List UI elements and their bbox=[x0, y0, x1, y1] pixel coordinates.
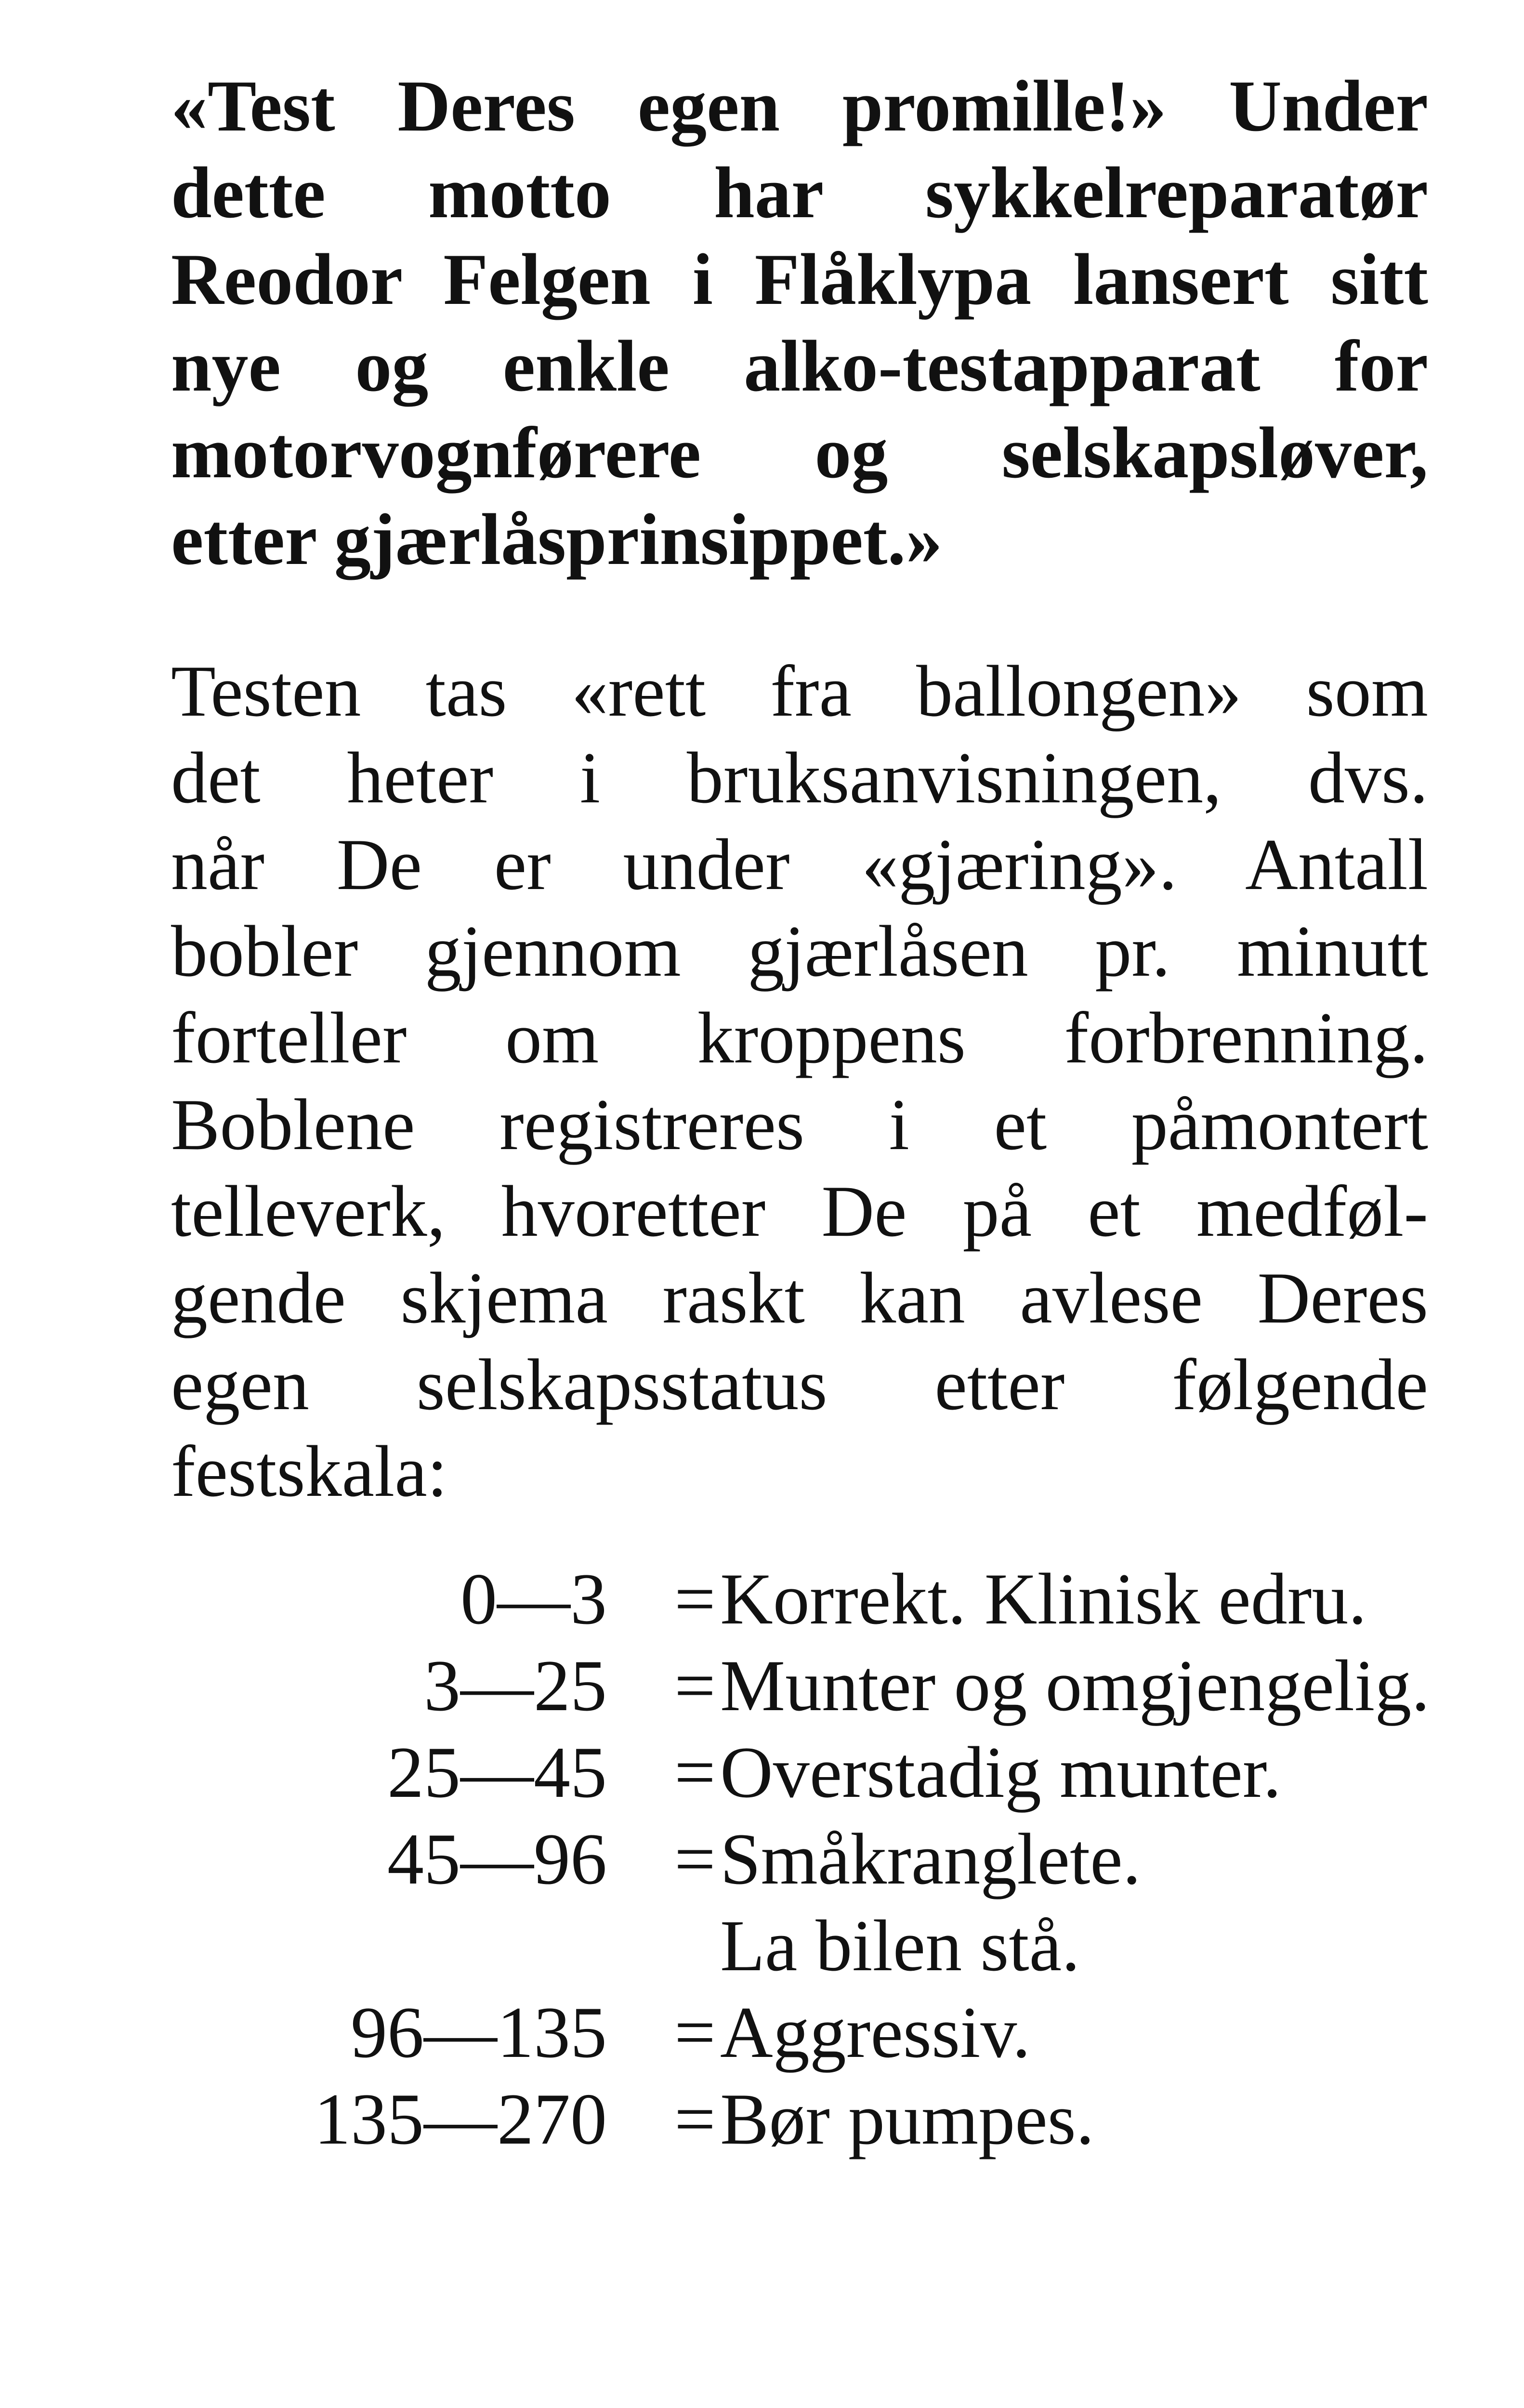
scale-row bbox=[171, 1902, 1428, 1989]
scale-equals: = bbox=[674, 1558, 716, 1639]
scale-equals: = bbox=[674, 1645, 716, 1726]
scale-range: 0—3 bbox=[460, 1558, 607, 1639]
scale-row bbox=[171, 1989, 1428, 2076]
intro-line: etter gjærlåsprinsippet.» bbox=[171, 499, 943, 580]
intro-paragraph bbox=[171, 63, 1428, 583]
intro-line: nye og enkle alko-testapparat for bbox=[171, 326, 1428, 406]
scale-description: Munter og omgjengelig. bbox=[720, 1645, 1430, 1726]
scale-range: 3—25 bbox=[424, 1645, 607, 1726]
scale-description: Korrekt. Klinisk edru. bbox=[720, 1558, 1367, 1639]
scale-description: Bør pumpes. bbox=[720, 2079, 1094, 2159]
body-line: bobler gjennom gjærlåsen pr. minutt bbox=[171, 911, 1428, 992]
body-line: festskala: bbox=[171, 1431, 448, 1512]
body-paragraph bbox=[171, 648, 1428, 1515]
scale-row bbox=[171, 1816, 1428, 1902]
body-line: egen selskapsstatus etter følgende bbox=[171, 1344, 1428, 1425]
intro-line: Reodor Felgen i Flåklypa lansert sitt bbox=[171, 239, 1428, 320]
intro-line: dette motto har sykkelreparatør bbox=[171, 152, 1428, 233]
scale-description: Overstadig munter. bbox=[720, 1732, 1282, 1813]
document-page bbox=[171, 0, 1428, 2408]
scale-description: La bilen stå. bbox=[720, 1905, 1080, 1986]
body-line: Testen tas «rett fra ballongen» som bbox=[171, 651, 1428, 732]
scale-range: 25—45 bbox=[387, 1732, 607, 1813]
scale-range: 96—135 bbox=[351, 1992, 607, 2073]
scale-equals: = bbox=[674, 1819, 716, 1899]
body-line: når De er under «gjæring». Antall bbox=[171, 824, 1428, 905]
scale-row bbox=[171, 2076, 1428, 2162]
scale-equals: = bbox=[674, 1732, 716, 1813]
scale-description: Aggressiv. bbox=[720, 1992, 1031, 2073]
body-line: telleverk, hvoretter De på et medføl- bbox=[171, 1171, 1428, 1252]
scale-equals: = bbox=[674, 1992, 716, 2073]
fest-scale-table bbox=[171, 1556, 1428, 2162]
body-line: gende skjema raskt kan avlese Deres bbox=[171, 1257, 1428, 1338]
scale-description: Småkranglete. bbox=[720, 1819, 1141, 1899]
body-line: det heter i bruksanvisningen, dvs. bbox=[171, 737, 1428, 818]
body-line: forteller om kroppens forbrenning. bbox=[171, 997, 1428, 1078]
intro-line: «Test Deres egen promille!» Under bbox=[171, 65, 1428, 146]
scale-row bbox=[171, 1729, 1428, 1816]
scale-row bbox=[171, 1556, 1428, 1642]
scale-row bbox=[171, 1642, 1428, 1729]
scale-range: 45—96 bbox=[387, 1819, 607, 1899]
scale-range: 135—270 bbox=[314, 2079, 607, 2159]
body-line: Boblene registreres i et påmontert bbox=[171, 1084, 1428, 1165]
scale-equals: = bbox=[674, 2079, 716, 2159]
intro-line: motorvognførere og selskapsløver, bbox=[171, 412, 1428, 493]
